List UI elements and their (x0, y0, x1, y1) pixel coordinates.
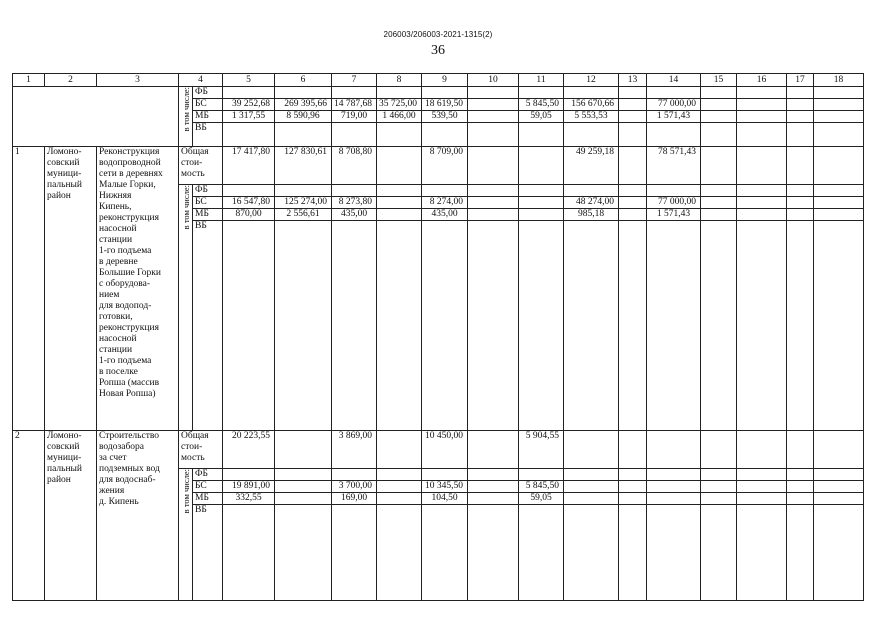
value-cell: 8 273,80 (332, 197, 377, 209)
value-cell: 8 274,00 (422, 197, 468, 209)
column-number: 5 (223, 74, 275, 87)
value-cell: 5 553,53 (564, 111, 619, 123)
column-number: 18 (814, 74, 864, 87)
carry-fb-row (13, 87, 864, 99)
total-cost-label: Общая стои- мость (179, 147, 223, 185)
fund-label-fb: ФБ (193, 87, 223, 99)
column-number: 13 (619, 74, 647, 87)
fund-label-vb: ВБ (193, 123, 223, 147)
column-number: 8 (377, 74, 422, 87)
value-cell: 5 845,50 (519, 481, 564, 493)
value-cell: 3 869,00 (332, 431, 377, 469)
fund-label-mb: МБ (193, 209, 223, 221)
table-row (13, 147, 864, 185)
page-number: 36 (431, 43, 445, 58)
value-cell: 332,55 (223, 493, 275, 505)
column-number: 1 (13, 74, 45, 87)
value-cell: 49 259,18 (564, 147, 619, 185)
value-cell: 35 725,00 (377, 99, 422, 111)
value-cell: 125 274,00 (275, 197, 332, 209)
value-cell: 14 787,68 (332, 99, 377, 111)
value-cell: 59,05 (519, 493, 564, 505)
value-cell: 1 571,43 (647, 111, 701, 123)
fund-label-mb: МБ (193, 111, 223, 123)
value-cell: 104,50 (422, 493, 468, 505)
fund-label-vb: ВБ (193, 505, 223, 601)
value-cell: 19 891,00 (223, 481, 275, 493)
column-number: 11 (519, 74, 564, 87)
in-total-label: в том числе: (179, 469, 193, 601)
fund-label-fb: ФБ (193, 469, 223, 481)
value-cell: 435,00 (422, 209, 468, 221)
value-cell: 269 395,66 (275, 99, 332, 111)
value-cell: 870,00 (223, 209, 275, 221)
value-cell: 2 556,61 (275, 209, 332, 221)
value-cell: 1 466,00 (377, 111, 422, 123)
value-cell: 77 000,00 (647, 197, 701, 209)
value-cell: 1 571,43 (647, 209, 701, 221)
fund-label-bs: БС (193, 481, 223, 493)
column-number: 12 (564, 74, 619, 87)
value-cell: 39 252,68 (223, 99, 275, 111)
value-cell: 985,18 (564, 209, 619, 221)
value-cell: 77 000,00 (647, 99, 701, 111)
value-cell: 539,50 (422, 111, 468, 123)
value-cell: 8 708,80 (332, 147, 377, 185)
in-total-label: в том числе: (179, 87, 193, 147)
row-number: 1 (13, 147, 45, 431)
row-number: 2 (13, 431, 45, 601)
value-cell: 127 830,61 (275, 147, 332, 185)
value-cell: 17 417,80 (223, 147, 275, 185)
column-number: 6 (275, 74, 332, 87)
value-cell: 169,00 (332, 493, 377, 505)
value-cell: 8 709,00 (422, 147, 468, 185)
fund-label-bs: БС (193, 197, 223, 209)
column-number: 4 (179, 74, 223, 87)
total-cost-label: Общая стои- мость (179, 431, 223, 469)
value-cell: 3 700,00 (332, 481, 377, 493)
value-cell: 16 547,80 (223, 197, 275, 209)
document-code: 206003/206003-2021-1315(2) (383, 30, 493, 39)
value-cell: 10 450,00 (422, 431, 468, 469)
table-row (13, 431, 864, 469)
value-cell: 719,00 (332, 111, 377, 123)
carry-blank-cell (13, 87, 179, 147)
object-name-cell: Строительство водозабора за счет подземных вод для водоснаб- жения д. Кипень (97, 431, 179, 601)
district-cell: Ломоно- совский муници- пальный район (45, 147, 97, 431)
value-cell: 59,05 (519, 111, 564, 123)
column-number: 9 (422, 74, 468, 87)
fund-label-vb: ВБ (193, 221, 223, 431)
value-cell: 8 590,96 (275, 111, 332, 123)
value-cell: 5 904,55 (519, 431, 564, 469)
value-cell: 48 274,00 (564, 197, 619, 209)
column-number: 15 (701, 74, 737, 87)
value-cell: 156 670,66 (564, 99, 619, 111)
value-cell: 20 223,55 (223, 431, 275, 469)
fund-label-fb: ФБ (193, 185, 223, 197)
value-cell: 435,00 (332, 209, 377, 221)
column-number: 16 (737, 74, 787, 87)
column-number: 3 (97, 74, 179, 87)
financing-table (12, 73, 864, 601)
column-number-row (13, 74, 864, 87)
column-number: 2 (45, 74, 97, 87)
column-number: 10 (468, 74, 519, 87)
fund-label-bs: БС (193, 99, 223, 111)
value-cell: 5 845,50 (519, 99, 564, 111)
object-name-cell: Реконструкция водопроводной сети в деревнях Малые Горки, Нижняя Кипень, реконструкция насосной станции 1-го подъема в деревне Большие Горки с оборудова- нием для водопод- готовки, реконструкция насосной станции 1-го подъема в поселке Ропша (массив Новая Ропша) (97, 147, 179, 431)
value-cell: 10 345,50 (422, 481, 468, 493)
column-number: 14 (647, 74, 701, 87)
column-number: 17 (787, 74, 814, 87)
value-cell: 1 317,55 (223, 111, 275, 123)
district-cell: Ломоно- совский муници- пальный район (45, 431, 97, 601)
value-cell: 78 571,43 (647, 147, 701, 185)
value-cell: 18 619,50 (422, 99, 468, 111)
fund-label-mb: МБ (193, 493, 223, 505)
in-total-label: в том числе: (179, 185, 193, 431)
column-number: 7 (332, 74, 377, 87)
